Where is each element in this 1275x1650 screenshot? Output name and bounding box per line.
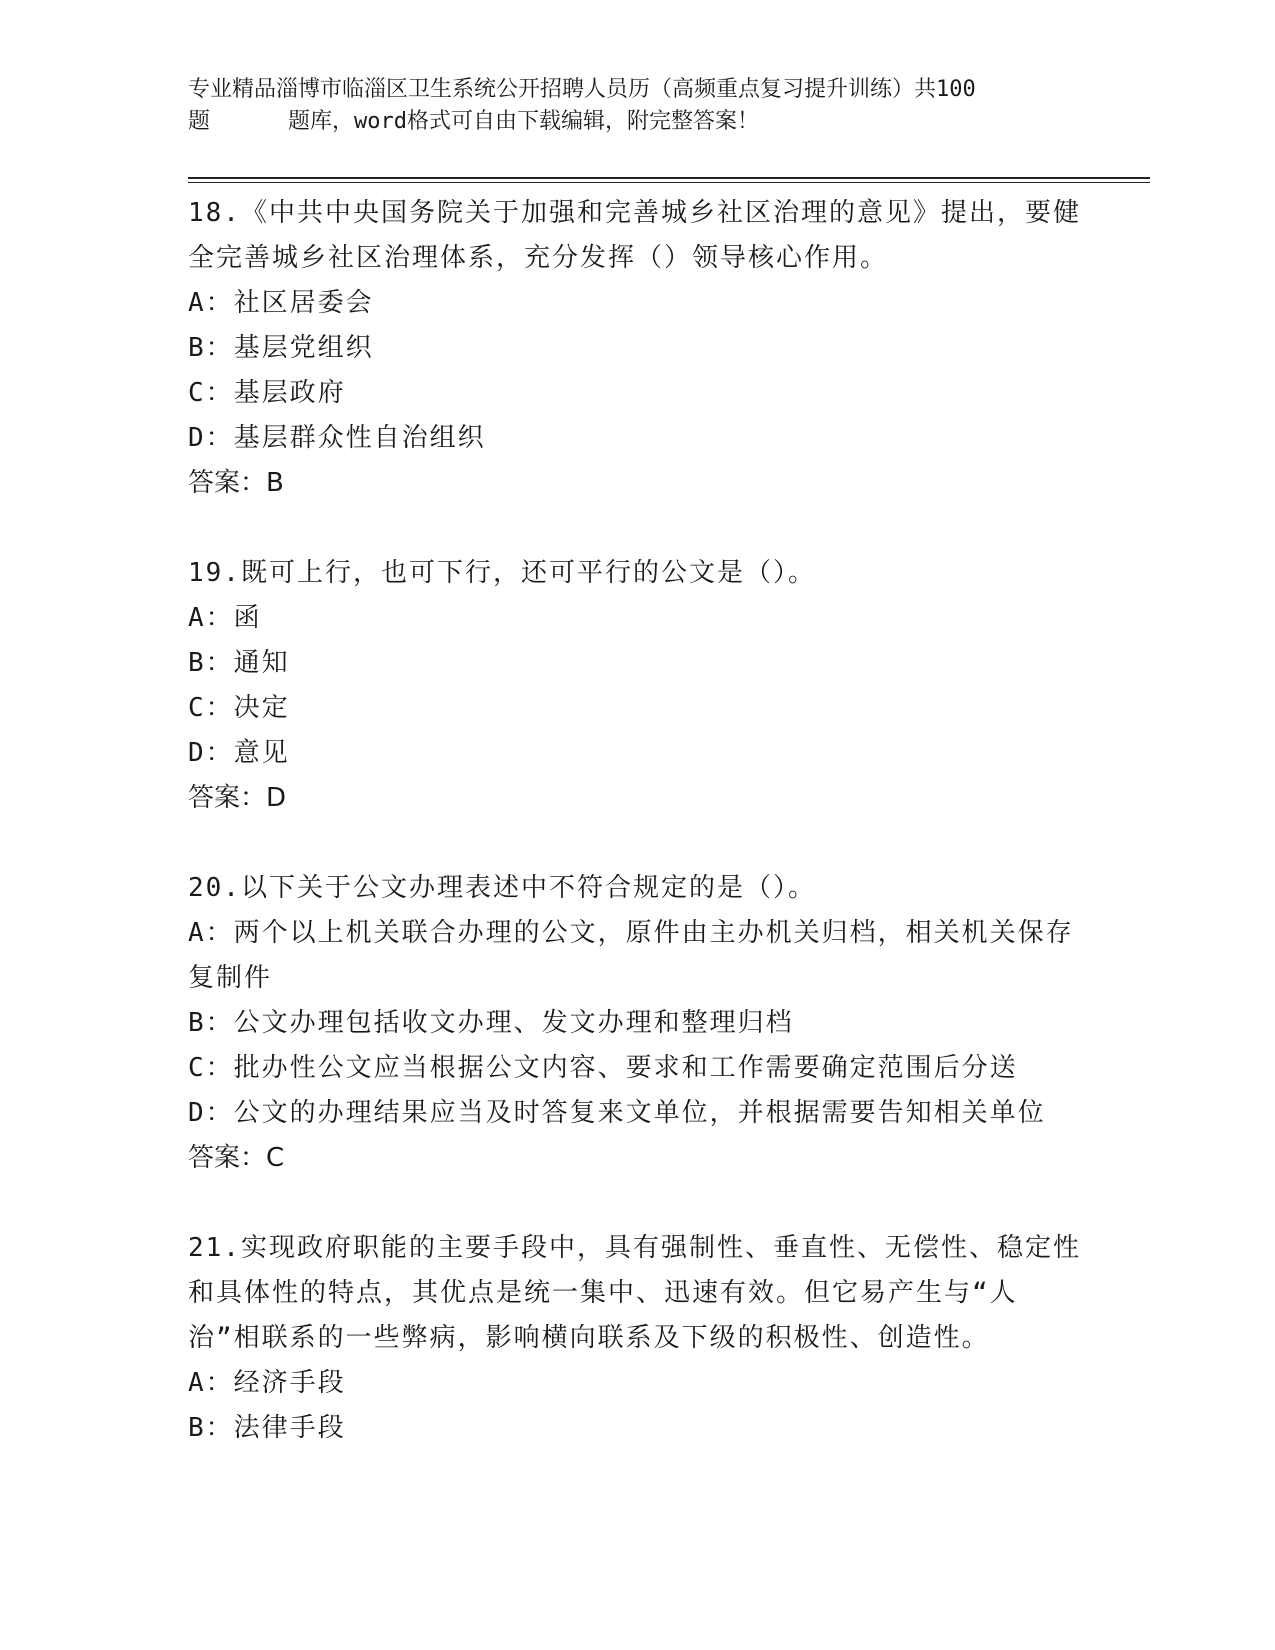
header-title-line-2-left: 题 [188,109,211,134]
document-header [188,74,1088,138]
answer: 答案：C [188,1143,285,1173]
question-text: 18.《中共中央国务院关于加强和完善城乡社区治理的意见》提出，要健全完善城乡社区治理体系，充分发挥（）领导核心作用。 [188,198,1081,273]
question-18 [188,191,1088,506]
option-b: B：通知 [188,648,290,678]
answer: 答案：D [188,783,287,813]
option-a: A：经济手段 [188,1368,346,1398]
option-d: D：意见 [188,738,290,768]
header-title-line-2 [188,106,1088,138]
option-c: C：批办性公文应当根据公文内容、要求和工作需要确定范围后分送 [188,1053,1018,1083]
question-19 [188,551,1088,821]
option-b: B：公文办理包括收文办理、发文办理和整理归档 [188,1008,794,1038]
question-list [188,191,1088,1496]
header-title-line-2-right: 题库，word格式可自由下载编辑，附完整答案！ [288,109,759,134]
option-b: B：法律手段 [188,1413,346,1443]
question-20 [188,866,1088,1181]
question-text: 21.实现政府职能的主要手段中，具有强制性、垂直性、无偿性、稳定性和具体性的特点，其优点是统一集中、迅速有效。但它易产生与“人治”相联系的一些弊病，影响横向联系及下级的积极性、创造性。 [188,1233,1081,1353]
header-divider-thin [188,182,1150,183]
option-c: C：决定 [188,693,290,723]
option-a: A：两个以上机关联合办理的公文，原件由主办机关归档，相关机关保存复制件 [188,918,1074,993]
option-a: A：函 [188,603,262,633]
option-c: C：基层政府 [188,378,346,408]
answer: 答案：B [188,468,284,498]
question-text: 20.以下关于公文办理表述中不符合规定的是（）。 [188,873,816,903]
option-a: A：社区居委会 [188,288,374,318]
header-title-line-1: 专业精品淄博市临淄区卫生系统公开招聘人员历（高频重点复习提升训练）共100 [188,77,976,102]
option-d: D：公文的办理结果应当及时答复来文单位，并根据需要告知相关单位 [188,1098,1046,1128]
question-text: 19.既可上行，也可下行，还可平行的公文是（）。 [188,558,816,588]
header-divider-thick [188,177,1150,179]
option-d: D：基层群众性自治组织 [188,423,486,453]
option-b: B：基层党组织 [188,333,374,363]
question-21 [188,1226,1088,1451]
